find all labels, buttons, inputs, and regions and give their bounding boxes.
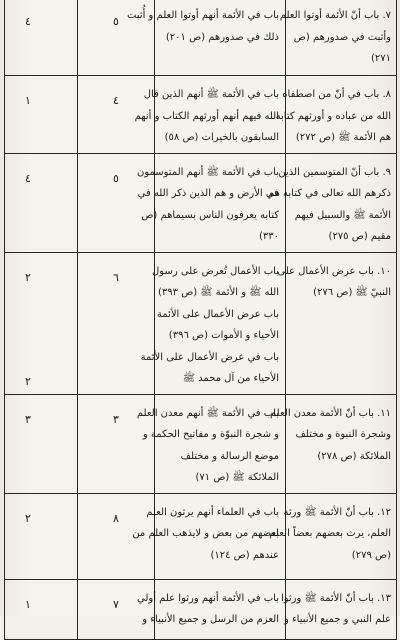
count-value: ٦	[113, 270, 119, 284]
description-line: كتابه يعرفون الناس بسيماهم (ص	[141, 209, 279, 221]
chapter-title-line: العلم، يرث بعضهم بعضاً العلم	[269, 528, 391, 539]
chapter-title-line: علم النبي و جميع الأنبياء و	[283, 614, 391, 625]
count-value: ٣	[25, 412, 31, 426]
table-row	[5, 493, 397, 579]
chapter-title-cell	[275, 76, 397, 154]
chapter-title-line: وأثبت في صدورهم (ص	[293, 31, 391, 43]
chapter-title-line: ٢٧١)	[370, 53, 391, 64]
count-value: ١	[25, 597, 31, 611]
chapter-title-line: النبيّ ﷺ (ص ٢٧٦)	[313, 287, 391, 298]
description-line: باب في العلماء أنهم يرثون العلم	[146, 506, 279, 518]
description-line: ٣٣٠)	[258, 231, 279, 242]
description-line: باب في الأئمة أنهم أوتوا العلم و أُثبت	[126, 10, 279, 21]
reference-table	[4, 0, 397, 640]
description-cell	[136, 394, 286, 493]
count-value: ٢	[25, 270, 31, 284]
description-line: ذلك في صدورهم (ص ٢٠١)	[165, 31, 279, 43]
description-line: بعضهم من بعض و لايذهب العلم من	[132, 528, 279, 539]
chapter-title-cell	[280, 579, 397, 639]
chapter-title-line: ١٠. باب عرض الأعمال على	[277, 265, 391, 277]
count-cell	[5, 252, 78, 394]
chapter-title-line: الملائكة (ص ٢٧٨)	[317, 450, 391, 462]
description-line: و شجرة النبوّة و مفاتيح الحكمة و	[142, 429, 279, 440]
chapter-title-line: مقيم (ص ٢٧٥)	[328, 231, 391, 242]
chapter-title-line: الأئمة ﷺ والسبيل فيهم	[294, 209, 391, 221]
table-row	[5, 153, 397, 252]
chapter-title-line: ٧. باب أنّ الأئمة أوتوا العلم	[279, 10, 391, 21]
count-value: ٤	[25, 171, 31, 185]
chapter-title-line: ٨. باب في أنّ من اصطفاه	[282, 89, 391, 100]
chapter-title-line: ١٣. باب أنّ الأئمة ﷺ ورثوا	[280, 592, 391, 604]
chapter-title-line: ١١. باب أنّ الأئمة معدن العلم	[270, 407, 391, 419]
count-value: ٢	[25, 511, 31, 525]
chapter-title-cell	[270, 394, 397, 493]
chapter-title-line: هم الأئمة ﷺ (ص ٢٧٢)	[295, 132, 391, 143]
count-value: ٨	[113, 511, 119, 525]
count-cell	[5, 76, 78, 154]
description-line: باب عرض الأعمال على الأئمة	[156, 308, 279, 320]
count-cell	[78, 252, 155, 394]
count-value-secondary: ٢	[25, 374, 31, 388]
count-value: ٧	[113, 597, 119, 611]
chapter-title-line: ١٢. باب أنّ الأئمة ﷺ ورثة	[283, 506, 391, 518]
description-cell	[126, 0, 286, 76]
count-cell	[5, 579, 78, 639]
description-line: السابقون بالخيرات (ص ٥٨)	[164, 132, 279, 143]
count-value: ٥	[113, 171, 119, 185]
chapter-title-line: وشجرة النبوة و مختلف	[295, 429, 391, 440]
table-row	[5, 0, 397, 76]
description-line: الأحياء و الأموات (ص ٣٩٦)	[168, 330, 279, 341]
description-line: الأحياء من آل محمد ﷺ	[182, 373, 279, 384]
description-line: العزم من الرسل و جميع الأنبياء و	[142, 614, 279, 625]
chapter-title-cell	[269, 493, 397, 579]
description-line: باب في عرض الأعمال على الأئمة	[140, 351, 279, 363]
chapter-title-line: الله من عباده و أورثهم كتابه	[275, 110, 391, 122]
description-line: عندهم (ص ١٢٤)	[210, 549, 279, 561]
count-value: ٤	[25, 15, 31, 28]
description-line: الملائكة ﷺ (ص ٧١)	[195, 472, 279, 483]
count-cell	[5, 493, 78, 579]
chapter-title-cell	[279, 0, 397, 76]
count-cell	[5, 394, 78, 493]
count-value: ٣	[113, 412, 119, 426]
chapter-title-line: (ص ٢٧٩)	[351, 549, 391, 561]
description-line: الله فيهم أنهم أورثهم الكتاب و أنهم	[134, 110, 279, 122]
count-cell	[5, 0, 78, 76]
table-row	[5, 579, 397, 639]
table-row	[5, 252, 397, 394]
chapter-title-line: ذكرهم الله تعالى في كتابه هم	[267, 188, 391, 199]
description-line: الله ﷺ و الأئمة ﷺ (ص ٣٩٣)	[158, 287, 279, 298]
description-cell	[136, 153, 286, 252]
table-row	[5, 394, 397, 493]
chapter-title-line: ٩. باب أنّ المتوسمين الذين	[278, 166, 391, 178]
description-line: باب الأعمال تُعرض على رسول	[152, 265, 279, 277]
count-value: ٤	[113, 94, 119, 107]
description-cell	[137, 579, 286, 639]
count-cell	[5, 153, 78, 252]
description-line: موضع الرسالة و مختلف	[180, 450, 279, 462]
description-cell	[134, 76, 286, 154]
description-cell	[132, 493, 286, 579]
description-line: باب في الأئمة ﷺ أنهم المتوسمون	[136, 166, 279, 178]
count-value: ٥	[113, 15, 119, 28]
description-line: باب في الأئمة أنهم ورثوا علم أولي	[137, 592, 279, 604]
description-line: باب في الأئمة ﷺ أنهم معدن العلم	[136, 407, 279, 419]
description-line: باب في الأئمة ﷺ أنهم الذين قال	[143, 89, 279, 100]
description-cell	[140, 252, 286, 394]
table-row	[5, 76, 397, 154]
description-line: في الأرض و هم الذين ذكر الله في	[137, 188, 279, 199]
chapter-title-cell	[277, 252, 397, 394]
count-value: ١	[25, 94, 31, 107]
